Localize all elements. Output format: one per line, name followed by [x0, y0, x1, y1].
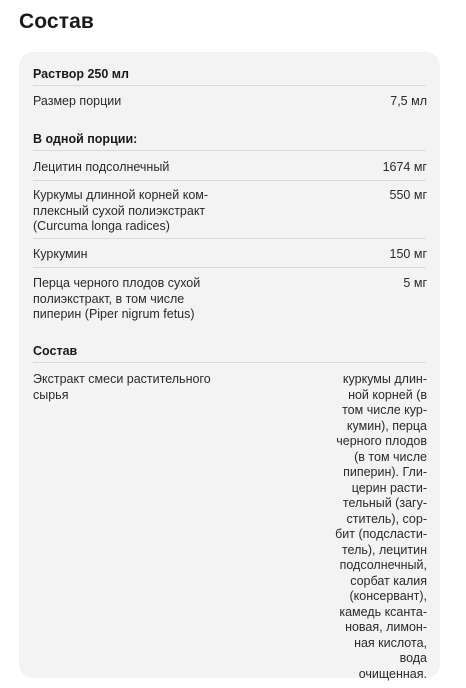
page-title: Состав: [19, 10, 94, 33]
ingredient-amount: 5 мг: [403, 276, 427, 290]
composition-heading: Состав: [33, 344, 78, 358]
ingredient-label: Лецитин подсолнечный: [33, 160, 170, 174]
serving-size-label: Размер порции: [33, 94, 122, 108]
divider: [33, 238, 426, 239]
ingredient-amount: 150 мг: [389, 247, 427, 261]
ingredient-label: Куркумин: [33, 247, 88, 261]
divider: [33, 150, 426, 151]
divider: [33, 362, 426, 363]
divider: [33, 267, 426, 268]
divider: [33, 180, 426, 181]
solution-heading: Раствор 250 мл: [33, 67, 129, 81]
serving-size-value: 7,5 мл: [390, 94, 427, 108]
ingredient-label: Перца черного плодов сухой полиэкстракт, в том числе пиперин (Piper nigrum fetus): [33, 276, 201, 321]
ingredient-amount: 1674 мг: [382, 160, 427, 174]
extract-label: Экстракт смеси растительного сырья: [33, 372, 211, 402]
ingredient-amount: 550 мг: [389, 188, 427, 202]
per-serving-heading: В одной порции:: [33, 132, 138, 146]
composition-text: куркумы длин- ной корней (в том числе кур- кумин), перца черного плодов (в том числе пиперин). Гли- церин расти- тельный (загу- ститель), сор- бит (подсласти- тель), лецитин подсолнечный, сорбат калия (консервант), камедь ксанта- новая, лимон- ная кислота, вода очищенная.: [335, 372, 427, 681]
divider: [33, 85, 426, 86]
composition-card: [19, 52, 440, 681]
ingredient-label: Куркумы длинной корней ком- плексный сухой полиэкстракт (Curcuma longa radices): [33, 188, 209, 233]
